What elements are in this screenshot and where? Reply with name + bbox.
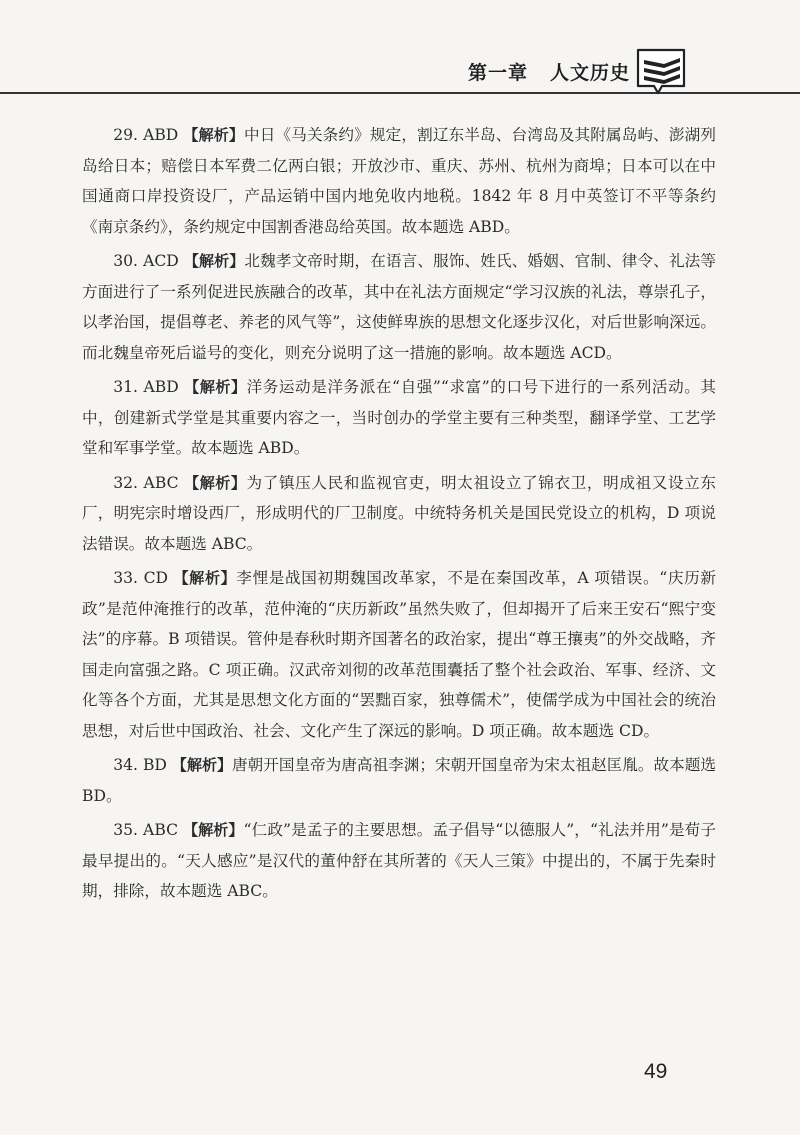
book-stack-icon [634,46,688,98]
question-answer: 30. ACD [113,252,179,270]
explanation-text: 李悝是战国初期魏国改革家，不是在秦国改革，A 项错误。“庆历新政”是范仲淹推行的改革，范仲淹的“庆历新政”虽然失败了，但却揭开了后来王安石“熙宁变法”的序幕。B 项错误。管仲是春秋时期齐国著名的政治家，提出“尊王攘夷”的外交战略，齐国走向富强之路。C 项正确。汉武帝刘彻的改革范围囊括了整个社会政治、军事、经济、文化等各个方面，尤其是思想文化方面的“罢黜百家，独尊儒术”，使儒学成为中国社会的统治思想，对后世中国政治、社会、文化产生了深远的影响。D 项正确。故本题选 CD。 [82,569,716,740]
chapter-heading [468,58,630,85]
explanation-text: 洋务运动是洋务派在“自强”“求富”的口号下进行的一系列活动。其中，创建新式学堂是其重要内容之一，当时创办的学堂主要有三种类型，翻译学堂、工艺学堂和军事学堂。故本题选 ABD。 [82,378,716,457]
explanation-text: “仁政”是孟子的主要思想。孟子倡导“以德服人”，“礼法并用”是荀子最早提出的。“天人感应”是汉代的董仲舒在其所著的《天人三策》中提出的，不属于先秦时期，排除，故本题选 ABC。 [82,821,716,900]
analysis-tag: 【解析】 [183,126,244,144]
page-number: 49 [644,1060,668,1083]
answer-item [82,372,716,464]
question-answer: 34. BD [113,756,167,774]
question-answer: 32. ABC [113,473,179,492]
question-answer: 29. ABD [113,126,179,144]
answer-item [82,120,716,242]
answer-item [82,468,716,560]
question-answer: 33. CD [113,569,169,587]
answer-item [82,815,716,907]
chapter-title: 人文历史 [549,62,630,84]
analysis-tag: 【解析】 [183,252,245,270]
analysis-tag: 【解析】 [184,473,247,492]
question-answer: 35. ABC [113,821,178,839]
analysis-tag: 【解析】 [171,756,232,774]
answer-item [82,246,716,368]
answer-item [82,750,716,811]
question-answer: 31. ABD [113,378,179,396]
page-header [0,0,800,100]
answer-item [82,563,716,746]
chapter-label: 第一章 [467,62,528,84]
explanation-text: 中日《马关条约》规定，割辽东半岛、台湾岛及其附属岛屿、澎湖列岛给日本；赔偿日本军费二亿两白银；开放沙市、重庆、苏州、杭州为商埠；日本可以在中国通商口岸投资设厂，产品运销中国内地免收内地税。1842 年 8 月中英签订不平等条约《南京条约》，条约规定中国割香港岛给英国。故本题选 ABD。 [82,126,716,236]
analysis-tag: 【解析】 [183,821,244,839]
explanation-text: 北魏孝文帝时期，在语言、服饰、姓氏、婚姻、官制、律令、礼法等方面进行了一系列促进民族融合的改革，其中在礼法方面规定“学习汉族的礼法，尊崇孔子，以孝治国，提倡尊老、养老的风气等”，这使鲜卑族的思想文化逐步汉化，对后世影响深远。而北魏皇帝死后谥号的变化，则充分说明了这一措施的影响。故本题选 ACD。 [82,252,716,362]
analysis-tag: 【解析】 [184,378,247,396]
explanation-text: 为了镇压人民和监视官吏，明太祖设立了锦衣卫，明成祖又设立东厂，明宪宗时增设西厂，形成明代的厂卫制度。中统特务机关是国民党设立的机构，D 项说法错误。故本题选 ABC。 [82,473,716,553]
answer-explanations [82,120,716,911]
explanation-text: 唐朝开国皇帝为唐高祖李渊；宋朝开国皇帝为宋太祖赵匡胤。故本题选 BD。 [82,756,716,805]
analysis-tag: 【解析】 [173,569,237,587]
